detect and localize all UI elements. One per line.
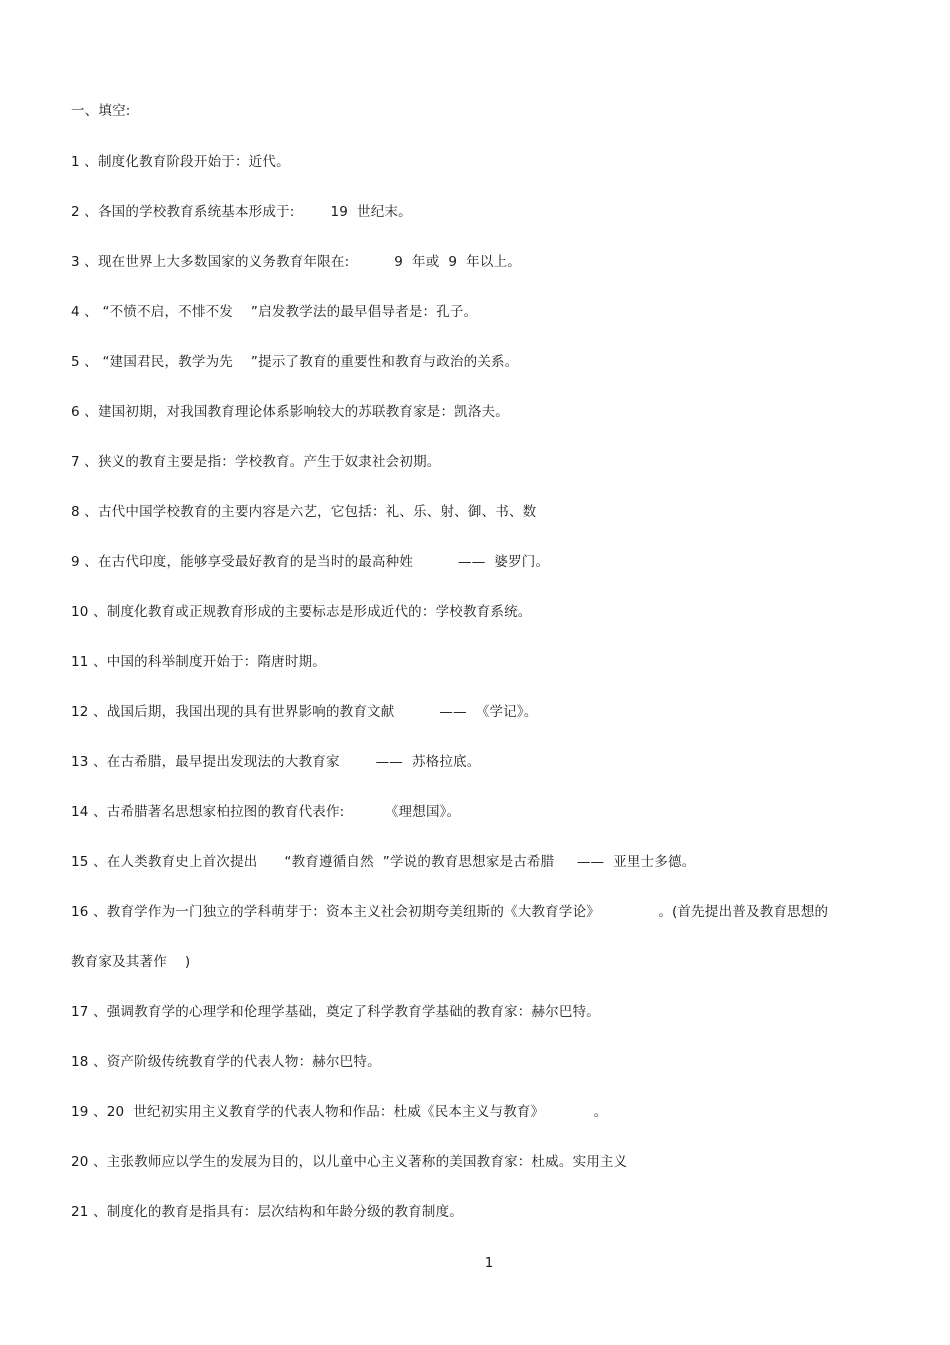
list-item: 9 、在古代印度，能够享受最好教育的是当时的最高种姓 —— 婆罗门。: [71, 554, 550, 570]
list-item: 4 、 “不愤不启，不悱不发 ”启发教学法的最早倡导者是：孔子。: [71, 304, 478, 320]
page-number: 1: [484, 1255, 494, 1271]
section-heading: 一、填空:: [71, 103, 131, 119]
list-item: 7 、狭义的教育主要是指：学校教育。产生于奴隶社会初期。: [71, 454, 441, 470]
list-item: 12 、战国后期，我国出现的具有世界影响的教育文献 —— 《学记》。: [71, 704, 538, 720]
list-item: 15 、在人类教育史上首次提出 “教育遵循自然 ”学说的教育思想家是古希腊 —— 亚里士多德。: [71, 854, 696, 870]
list-item: 19 、20 世纪初实用主义教育学的代表人物和作品：杜威《民本主义与教育》 。: [71, 1104, 608, 1120]
list-item: 14 、古希腊著名思想家柏拉图的教育代表作: 《理想国》。: [71, 804, 461, 820]
list-item: 2 、各国的学校教育系统基本形成于: 19 世纪末。: [71, 204, 412, 220]
list-item-continuation: 教育家及其著作 ): [71, 954, 191, 970]
list-item: 17 、强调教育学的心理学和伦理学基础，奠定了科学教育学基础的教育家：赫尔巴特。: [71, 1004, 600, 1020]
list-item: 18 、资产阶级传统教育学的代表人物：赫尔巴特。: [71, 1054, 381, 1070]
list-item: 8 、古代中国学校教育的主要内容是六艺，它包括：礼、乐、射、御、书、数: [71, 504, 537, 520]
list-item: 21 、制度化的教育是指具有：层次结构和年龄分级的教育制度。: [71, 1204, 463, 1220]
list-item: 11 、中国的科举制度开始于：隋唐时期。: [71, 654, 326, 670]
list-item: 13 、在古希腊，最早提出发现法的大教育家 —— 苏格拉底。: [71, 754, 481, 770]
list-item: 20 、主张教师应以学生的发展为目的，以儿童中心主义著称的美国教育家：杜威。实用主义: [71, 1154, 628, 1170]
list-item: 16 、教育学作为一门独立的学科萌芽于：资本主义社会初期夸美纽斯的《大教育学论》 。(首先提出普及教育思想的: [71, 904, 829, 920]
list-item: 10 、制度化教育或正规教育形成的主要标志是形成近代的：学校教育系统。: [71, 604, 532, 620]
list-item: 3 、现在世界上大多数国家的义务教育年限在: 9 年或 9 年以上。: [71, 254, 521, 270]
list-item: 1 、制度化教育阶段开始于：近代。: [71, 154, 290, 170]
list-item: 6 、建国初期，对我国教育理论体系影响较大的苏联教育家是：凯洛夫。: [71, 404, 509, 420]
list-item: 5 、 “建国君民，教学为先 ”提示了教育的重要性和教育与政治的关系。: [71, 354, 519, 370]
